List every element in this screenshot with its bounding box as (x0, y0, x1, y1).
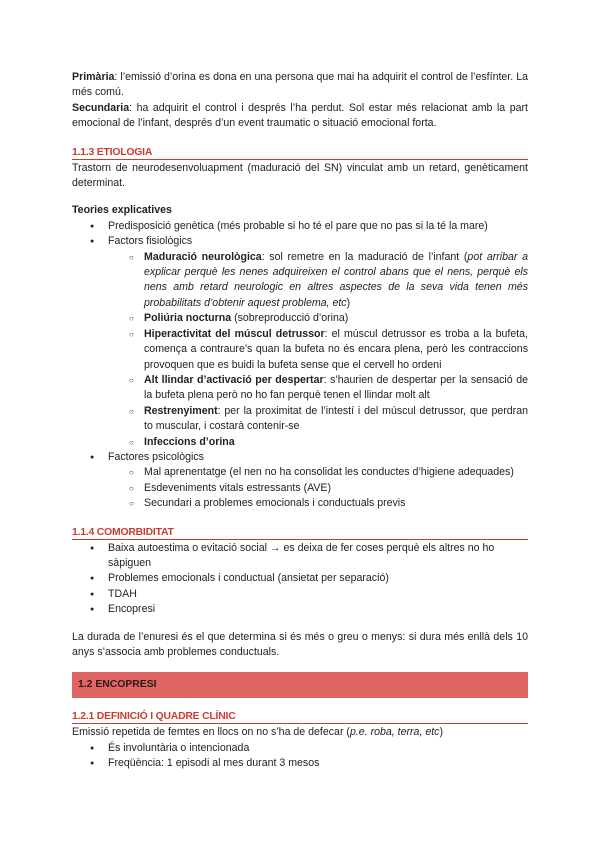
list-item (72, 250, 528, 312)
list-item: ● TDAH (72, 587, 528, 602)
primaria-term: Primària (72, 71, 115, 83)
primaria-paragraph (72, 70, 528, 101)
factor-term: Alt llindar d’activació per despertar (144, 373, 324, 386)
teories-list (72, 219, 528, 512)
factor-close: ) (346, 296, 351, 309)
list-item: ● Problemes emocionals i conductual (ansietat per separació) (72, 571, 528, 586)
factor-note: pot arribar a explicar perquè les nenes adquireixen el control abans que el nens, perquè els nens amb retard neurologic en altres aspectes de la seva vida tenen més probabilitats d’obtenir aquest problema, etc (144, 250, 528, 309)
factor-term: Restrenyiment (144, 404, 218, 417)
definicio-text-pre: Emissió repetida de femtes en llocs on no s’ha de defecar ( (72, 726, 350, 739)
factor-term: Maduració neurològica (144, 250, 262, 263)
factor-text: : s’haurien de despertar per la sensació de la bufeta plena però no ho fan perquè tenen el llindar molt alt (144, 373, 528, 402)
factor-text: : el múscul detrussor es troba a la bufeta, comença a contraure’s quan la bufeta no és encara plena, però les contraccions provoquen que es buidi la bufeta sense que el cervell ho ordeni (144, 327, 528, 371)
primaria-text: : l’emissió d’orina es dona en una persona que mai ha adquirit el control de l’esfínter. La més comú. (72, 71, 528, 99)
comorbiditat-list (72, 541, 528, 618)
list-item: ● Baixa autoestima o evitació social → es deixa de fer coses perquè els altres no ho sàpiguen (72, 541, 528, 572)
secundaria-paragraph (72, 101, 528, 132)
factor-term: Hiperactivitat del múscul detrussor (144, 327, 325, 340)
list-item: ● Factors fisiològics (72, 234, 528, 249)
list-item (72, 404, 528, 435)
list-item: ● Factores psicològics (72, 450, 528, 465)
comorbiditat-heading: 1.1.4 COMORBIDITAT (72, 526, 528, 540)
definicio-heading: 1.2.1 DEFINICIÓ I QUADRE CLÍNIC (72, 710, 528, 724)
list-item: ○ Mal aprenentatge (el nen no ha consolidat les conductes d’higiene adequades) (72, 465, 528, 480)
document-content (72, 70, 528, 772)
list-item (72, 327, 528, 373)
list-item: ● Encopresi (72, 602, 528, 617)
list-item (72, 435, 528, 450)
teories-title: Teories explicatives (72, 204, 172, 217)
list-item: ○ Secundari a problemes emocionals i conductuals previs (72, 496, 528, 511)
factor-term: Infeccions d’orina (144, 435, 235, 448)
definicio-text (72, 725, 528, 740)
definicio-examples: p.e. roba, terra, etc (349, 726, 440, 739)
factor-text: (sobreproducció d’orina) (231, 312, 349, 325)
factor-text: : per la proximitat de l’intestí i del múscul detrussor, que perdran to muscular, i costarà contenir-se (144, 404, 528, 433)
comorbiditat-closing: La durada de l’enuresi és el que determina si és més o greu o menys: si dura més enllà dels 10 anys s’associa amb problemes conductuals. (72, 630, 528, 658)
secundaria-term: Secundaria (72, 101, 130, 114)
definicio-text-post: ) (439, 726, 443, 739)
encopresi-heading-band: 1.2 ENCOPRESI (72, 672, 528, 698)
secundaria-text: : ha adquirit el control i després l’ha perdut. Sol estar més relacionat amb la part emocional de l’infant, després d’un event traumatic o situació emocional forta. (72, 101, 528, 130)
factor-term: Poliúria nocturna (144, 312, 232, 325)
list-item: ● Freqüència: 1 episodi al mes durant 3 mesos (72, 756, 528, 771)
list-item (72, 311, 528, 326)
list-item (72, 373, 528, 404)
etiologia-heading: 1.1.3 ETIOLOGIA (72, 146, 528, 160)
list-item: ● És involuntària o intencionada (72, 741, 528, 756)
list-item: ○ Esdeveniments vitals estressants (AVE) (72, 481, 528, 496)
list-item: ● Predisposició genètica (més probable si ho té el pare que no pas si la té la mare) (72, 219, 528, 234)
factor-text: : sol remetre en la maduració de l’infant ( (261, 250, 468, 263)
etiologia-text: Trastorn de neurodesenvoluapment (maduració del SN) vinculat amb un retard, genèticament determinat. (72, 161, 528, 190)
definicio-list (72, 741, 528, 772)
